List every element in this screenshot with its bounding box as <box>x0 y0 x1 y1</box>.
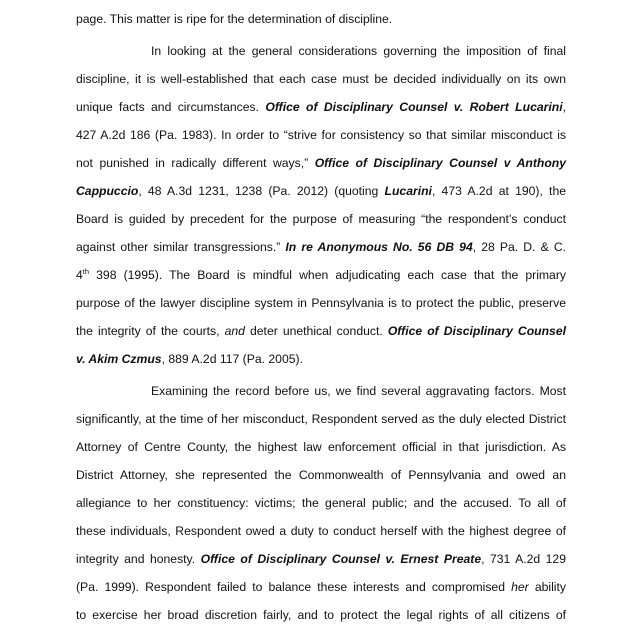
case-citation: Office of Disciplinary Counsel <box>387 324 566 338</box>
text-line: significantly, at the time of her misconduct, Respondent served as the duly elected District <box>76 412 566 426</box>
paragraph-start: Examining the record before us, we find several aggravating factors. Most <box>151 384 566 398</box>
text-line: 427 A.2d 186 (Pa. 1983). In order to “strive for consistency so that similar misconduct is <box>76 128 566 142</box>
text-line: Cappuccio, 48 A.3d 1231, 1238 (Pa. 2012) (quoting Lucarini, 473 A.2d at 190), the <box>76 184 567 198</box>
text-line: these individuals, Respondent owed a duty to conduct herself with the highest degree of <box>76 524 566 538</box>
text-line: 4th 398 (1995). The Board is mindful when adjudicating each case that the primary <box>76 267 566 282</box>
text-line: against other similar transgressions.” In re Anonymous No. 56 DB 94, 28 Pa. D. & C. <box>76 240 567 254</box>
text-line: v. Akim Czmus, 889 A.2d 117 (Pa. 2005). <box>76 352 303 366</box>
text-line: the integrity of the courts, and deter unethical conduct. Office of Disciplinary Counsel <box>76 324 566 338</box>
text-line: not punished in radically different ways,” Office of Disciplinary Counsel v Anthony <box>76 156 566 170</box>
text-line: purpose of the lawyer discipline system in Pennsylvania is to protect the public, preserve <box>76 296 566 310</box>
case-citation: Office of Disciplinary Counsel v. Robert Lucarini <box>265 100 563 114</box>
text-line: allegiance to her constituency: victims; the general public; and the accused. To all of <box>76 496 566 510</box>
ordinal-superscript: th <box>82 267 90 276</box>
text-line: integrity and honesty. Office of Disciplinary Counsel v. Ernest Preate, 731 A.2d 129 <box>76 552 566 566</box>
text-line: Board is guided by precedent for the purpose of measuring “the respondent’s conduct <box>76 212 566 226</box>
text-line: unique facts and circumstances. Office of Disciplinary Counsel v. Robert Lucarini, <box>76 100 566 114</box>
case-citation: Lucarini <box>384 184 432 198</box>
case-citation: Cappuccio <box>76 184 139 198</box>
case-citation: v. Akim Czmus <box>76 352 162 366</box>
text-line: (Pa. 1999). Respondent failed to balance these interests and compromised her ability <box>76 580 566 594</box>
case-citation: In re Anonymous No. 56 DB 94 <box>285 240 473 254</box>
text-line: page. This matter is ripe for the determination of discipline. <box>76 12 393 26</box>
case-citation: Office of Disciplinary Counsel v. Ernest Preate <box>200 552 482 566</box>
text-line: Attorney of Centre County, the highest law enforcement official in that jurisdiction. As <box>76 440 566 454</box>
case-citation: Office of Disciplinary Counsel v Anthony <box>314 156 566 170</box>
text-line: District Attorney, she represented the Commonwealth of Pennsylvania and owed an <box>76 468 566 482</box>
paragraph-start: In looking at the general considerations governing the imposition of final <box>151 44 566 58</box>
text-line: discipline, it is well-established that each case must be decided individually on its own <box>76 72 566 86</box>
text-line: to exercise her broad discretion fairly, and to protect the legal rights of all citizens of <box>76 608 566 622</box>
